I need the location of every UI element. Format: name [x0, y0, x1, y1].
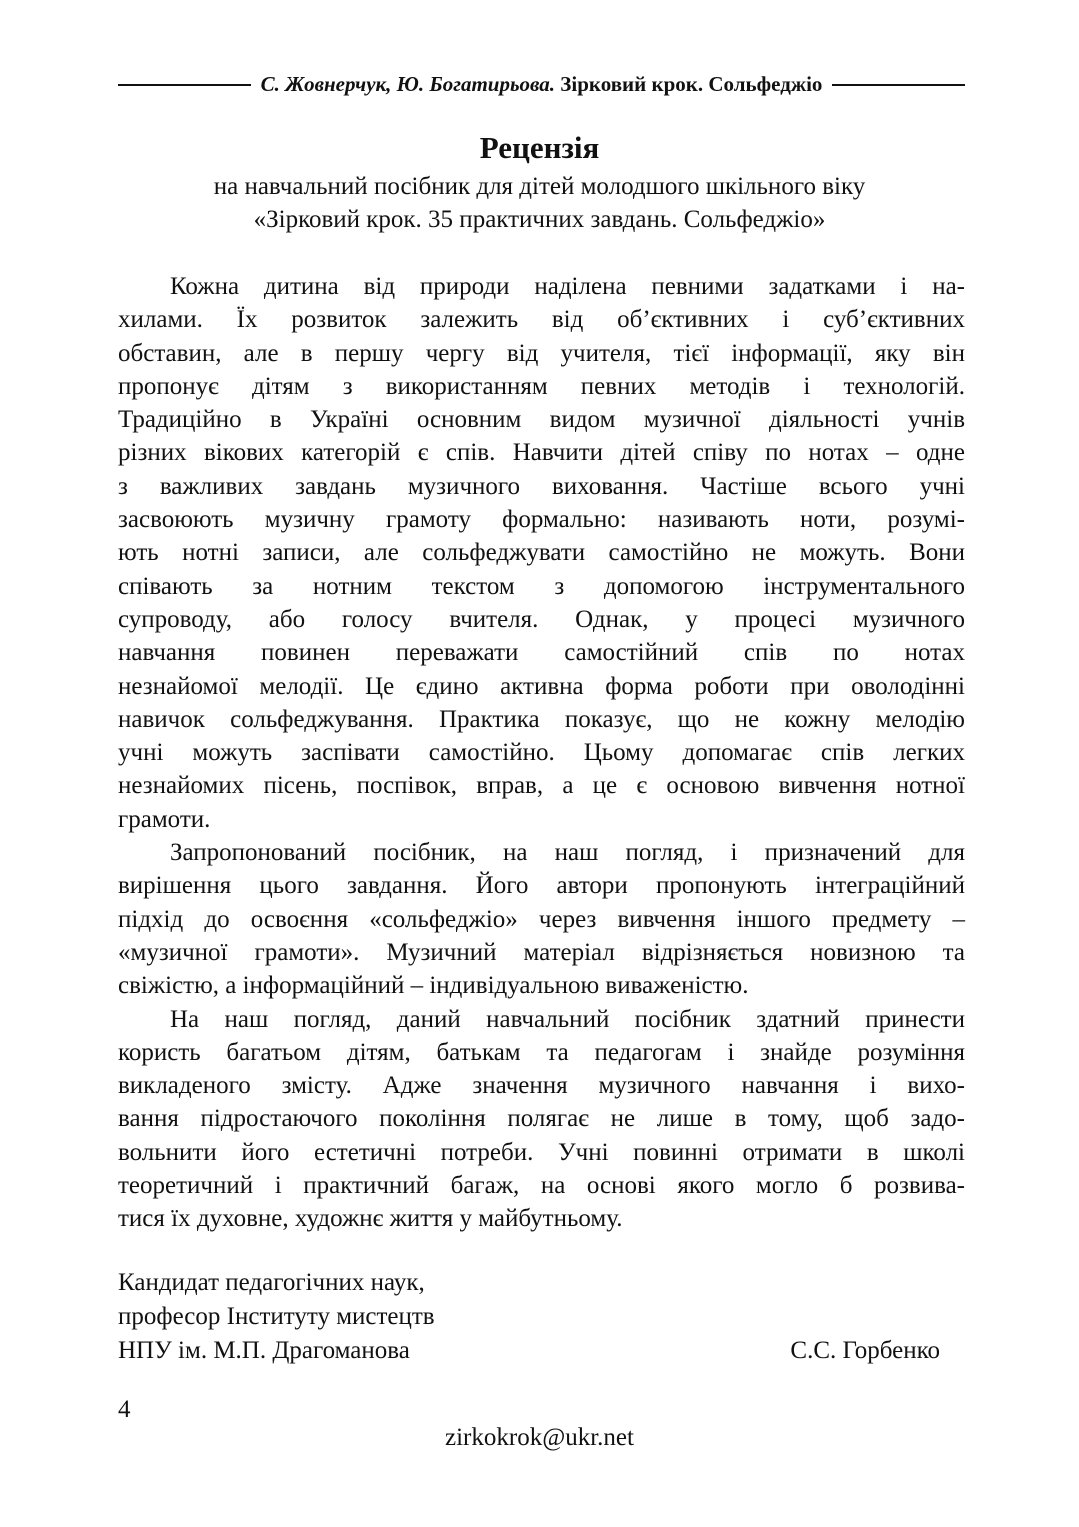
paragraph-line: різних вікових категорій є спів. Навчити дітей співу по нотах – одне [118, 439, 965, 467]
paragraph-line: вирішення цього завдання. Його автори пропонують інтеграційний [118, 872, 965, 900]
paragraph-line: користь багатьом дітям, батькам та педагогам і знайде розуміння [118, 1038, 965, 1066]
page-title: Рецензія [479, 130, 600, 165]
running-header [118, 72, 965, 97]
paragraph-line: «музичної грамоти». Музичний матеріал відрізняється новизною та [118, 938, 965, 966]
paragraph [118, 1003, 965, 1236]
paragraph-line: На наш погляд, даний навчальний посібник здатний принести [170, 1005, 965, 1033]
paragraph-line: вання підростаючого покоління полягає не лише в тому, щоб задо- [118, 1105, 965, 1133]
paragraph-line: викладеного змісту. Адже значення музичного навчання і вихо- [118, 1072, 965, 1100]
signature-block [118, 1266, 940, 1368]
page-number: 4 [118, 1396, 131, 1423]
subtitle-line: на навчальний посібник для дітей молодшого шкільного віку [213, 173, 866, 200]
signature-line: НПУ ім. М.П. Драгоманова [118, 1337, 410, 1364]
paragraph-line: теоретичний і практичний багаж, на основі якого могло б розвива- [118, 1172, 965, 1200]
paragraph-line: незнайомих пісень, поспівок, вправ, а це є основою вивчення нотної [118, 772, 965, 800]
header-rule-left [118, 84, 251, 86]
paragraph-line: учні можуть заспівати самостійно. Цьому допомагає спів легких [118, 739, 965, 767]
paragraph-line: навчання повинен переважати самостійний спів по нотах [118, 639, 965, 667]
paragraph-line: Кожна дитина від природи наділена певними задатками і на- [170, 273, 965, 300]
paragraph-line: пропонує дітям з використанням певних методів і технологій. [118, 372, 965, 400]
paragraph-line: Традиційно в Україні основним видом музичної діяльності учнів [118, 406, 965, 434]
paragraph-line: тися їх духовне, художнє життя у майбутньому. [118, 1205, 623, 1233]
header-text [251, 72, 833, 97]
paragraph-line: незнайомої мелодії. Це єдино активна форма роботи при оволодінні [118, 672, 965, 700]
paragraph-line: хилами. Їх розвиток залежить від об’єктивних і суб’єктивних [118, 306, 965, 334]
paragraph-line: Запропонований посібник, на наш погляд, і призначений для [170, 839, 965, 867]
paragraph-line: обставин, але в першу чергу від учителя, тієї інформації, яку він [118, 339, 965, 367]
paragraph-line: свіжістю, а інформаційний – індивідуальною виваженістю. [118, 972, 749, 1000]
paragraph [118, 270, 965, 836]
subtitle-line: «Зірковий крок. 35 практичних завдань. Сольфеджіо» [253, 206, 826, 233]
signature-line: Кандидат педагогічних наук, [118, 1269, 425, 1296]
header-book-title: Зірковий крок. Сольфеджіо [560, 72, 823, 96]
paragraph-line: співають за нотним текстом з допомогою інструментального [118, 572, 965, 600]
signature-line: професор Інституту мистецтв [118, 1303, 435, 1330]
header-authors: С. Жовнерчук, Ю. Богатирьова. [260, 72, 556, 96]
paragraph-line: супроводу, або голосу вчителя. Однак, у процесі музичного [118, 605, 965, 633]
paragraph-line: навичок сольфеджування. Практика показує, що не кожну мелодію [118, 705, 965, 733]
header-rule-right [832, 84, 965, 86]
paragraph-line: підхід до освоєння «сольфеджіо» через вивчення іншого предмету – [118, 905, 965, 933]
paragraph-line: засвоюють музичну грамоту формально: називають ноти, розумі- [118, 506, 965, 534]
paragraph-line: грамоти. [118, 805, 211, 833]
page-subtitle [0, 170, 1079, 236]
contact-email: zirkokrok@ukr.net [445, 1424, 634, 1451]
paragraph-line: ють нотні записи, але сольфеджувати самостійно не можуть. Вони [118, 539, 965, 567]
paragraph [118, 836, 965, 1002]
paragraph-line: з важливих завдань музичного виховання. Частіше всього учні [118, 472, 965, 500]
signature-name: С.С. Горбенко [790, 1337, 940, 1364]
paragraph-line: вольнити його естетичні потреби. Учні повинні отримати в школі [118, 1138, 965, 1166]
review-body [118, 270, 965, 1236]
